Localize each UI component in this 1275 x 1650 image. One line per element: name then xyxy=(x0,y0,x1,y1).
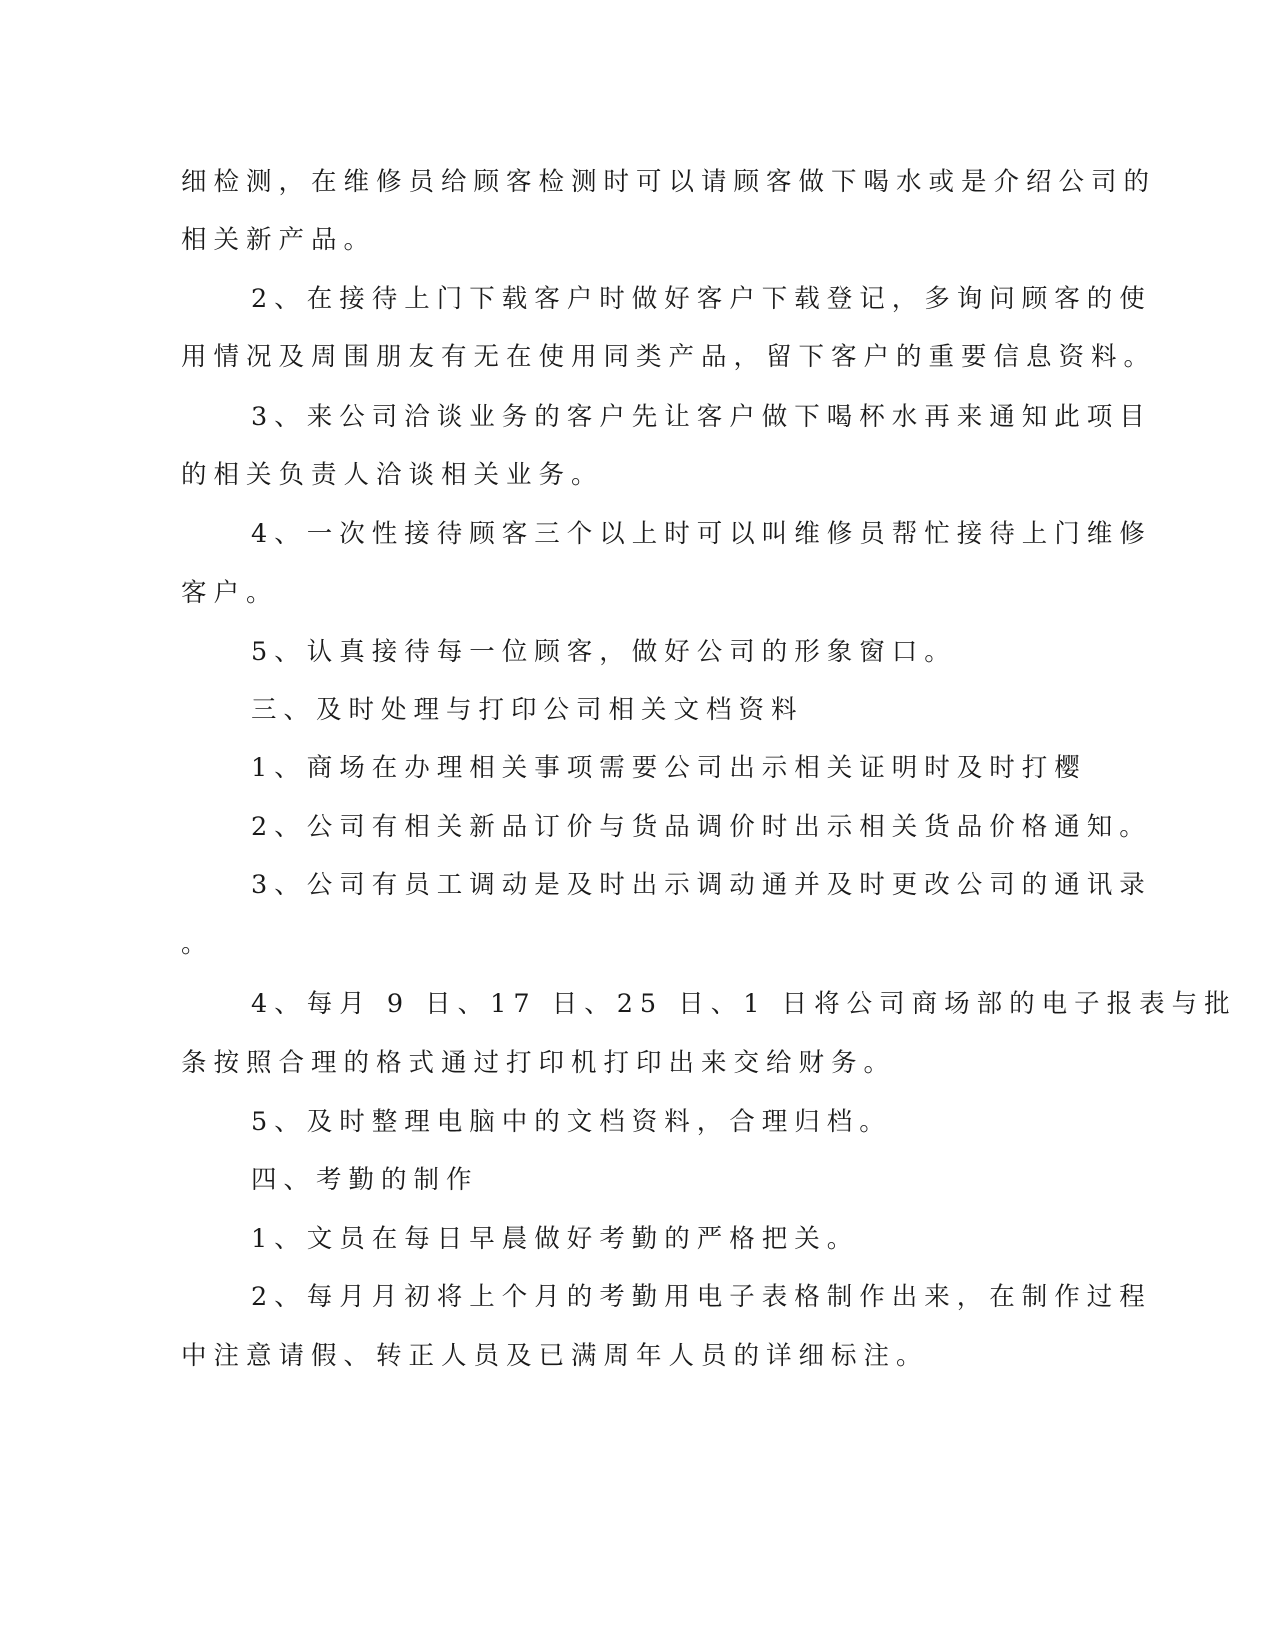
text-line: 3、来公司洽谈业务的客户先让客户做下喝杯水再来通知此项目 xyxy=(251,402,1152,432)
text-line: 细检测，在维修员给顾客检测时可以请顾客做下喝水或是介绍公司的 xyxy=(181,167,1157,197)
text-line: 3、公司有员工调动是及时出示调动通并及时更改公司的通讯录 xyxy=(251,870,1152,900)
text-line: 2、每月月初将上个月的考勤用电子表格制作出来，在制作过程 xyxy=(251,1282,1152,1312)
text-line: 中注意请假、转正人员及已满周年人员的详细标注。 xyxy=(181,1341,929,1371)
text-line: 。 xyxy=(181,929,214,959)
text-line: 1、商场在办理相关事项需要公司出示相关证明时及时打樱 xyxy=(251,753,1087,783)
text-line: 5、认真接待每一位顾客，做好公司的形象窗口。 xyxy=(251,637,957,667)
text-line: 4、一次性接待顾客三个以上时可以叫维修员帮忙接待上门维修 xyxy=(251,519,1152,549)
text-line: 4、每月 9 日、17 日、25 日、1 日将公司商场部的电子报表与批 xyxy=(251,989,1237,1019)
text-line: 条按照合理的格式通过打印机打印出来交给财务。 xyxy=(181,1048,897,1078)
text-line: 客户。 xyxy=(181,578,279,608)
text-line: 的相关负责人洽谈相关业务。 xyxy=(181,460,604,490)
text-line: 用情况及周围朋友有无在使用同类产品，留下客户的重要信息资料。 xyxy=(181,342,1157,372)
text-line: 5、及时整理电脑中的文档资料，合理归档。 xyxy=(251,1107,892,1137)
section-heading: 四、考勤的制作 xyxy=(251,1165,479,1195)
text-line: 2、在接待上门下载客户时做好客户下载登记，多询问顾客的使 xyxy=(251,284,1152,314)
text-line: 1、文员在每日早晨做好考勤的严格把关。 xyxy=(251,1224,860,1254)
text-line: 2、公司有相关新品订价与货品调价时出示相关货品价格通知。 xyxy=(251,812,1152,842)
section-heading: 三、及时处理与打印公司相关文档资料 xyxy=(251,695,804,725)
text-line: 相关新产品。 xyxy=(181,225,377,255)
